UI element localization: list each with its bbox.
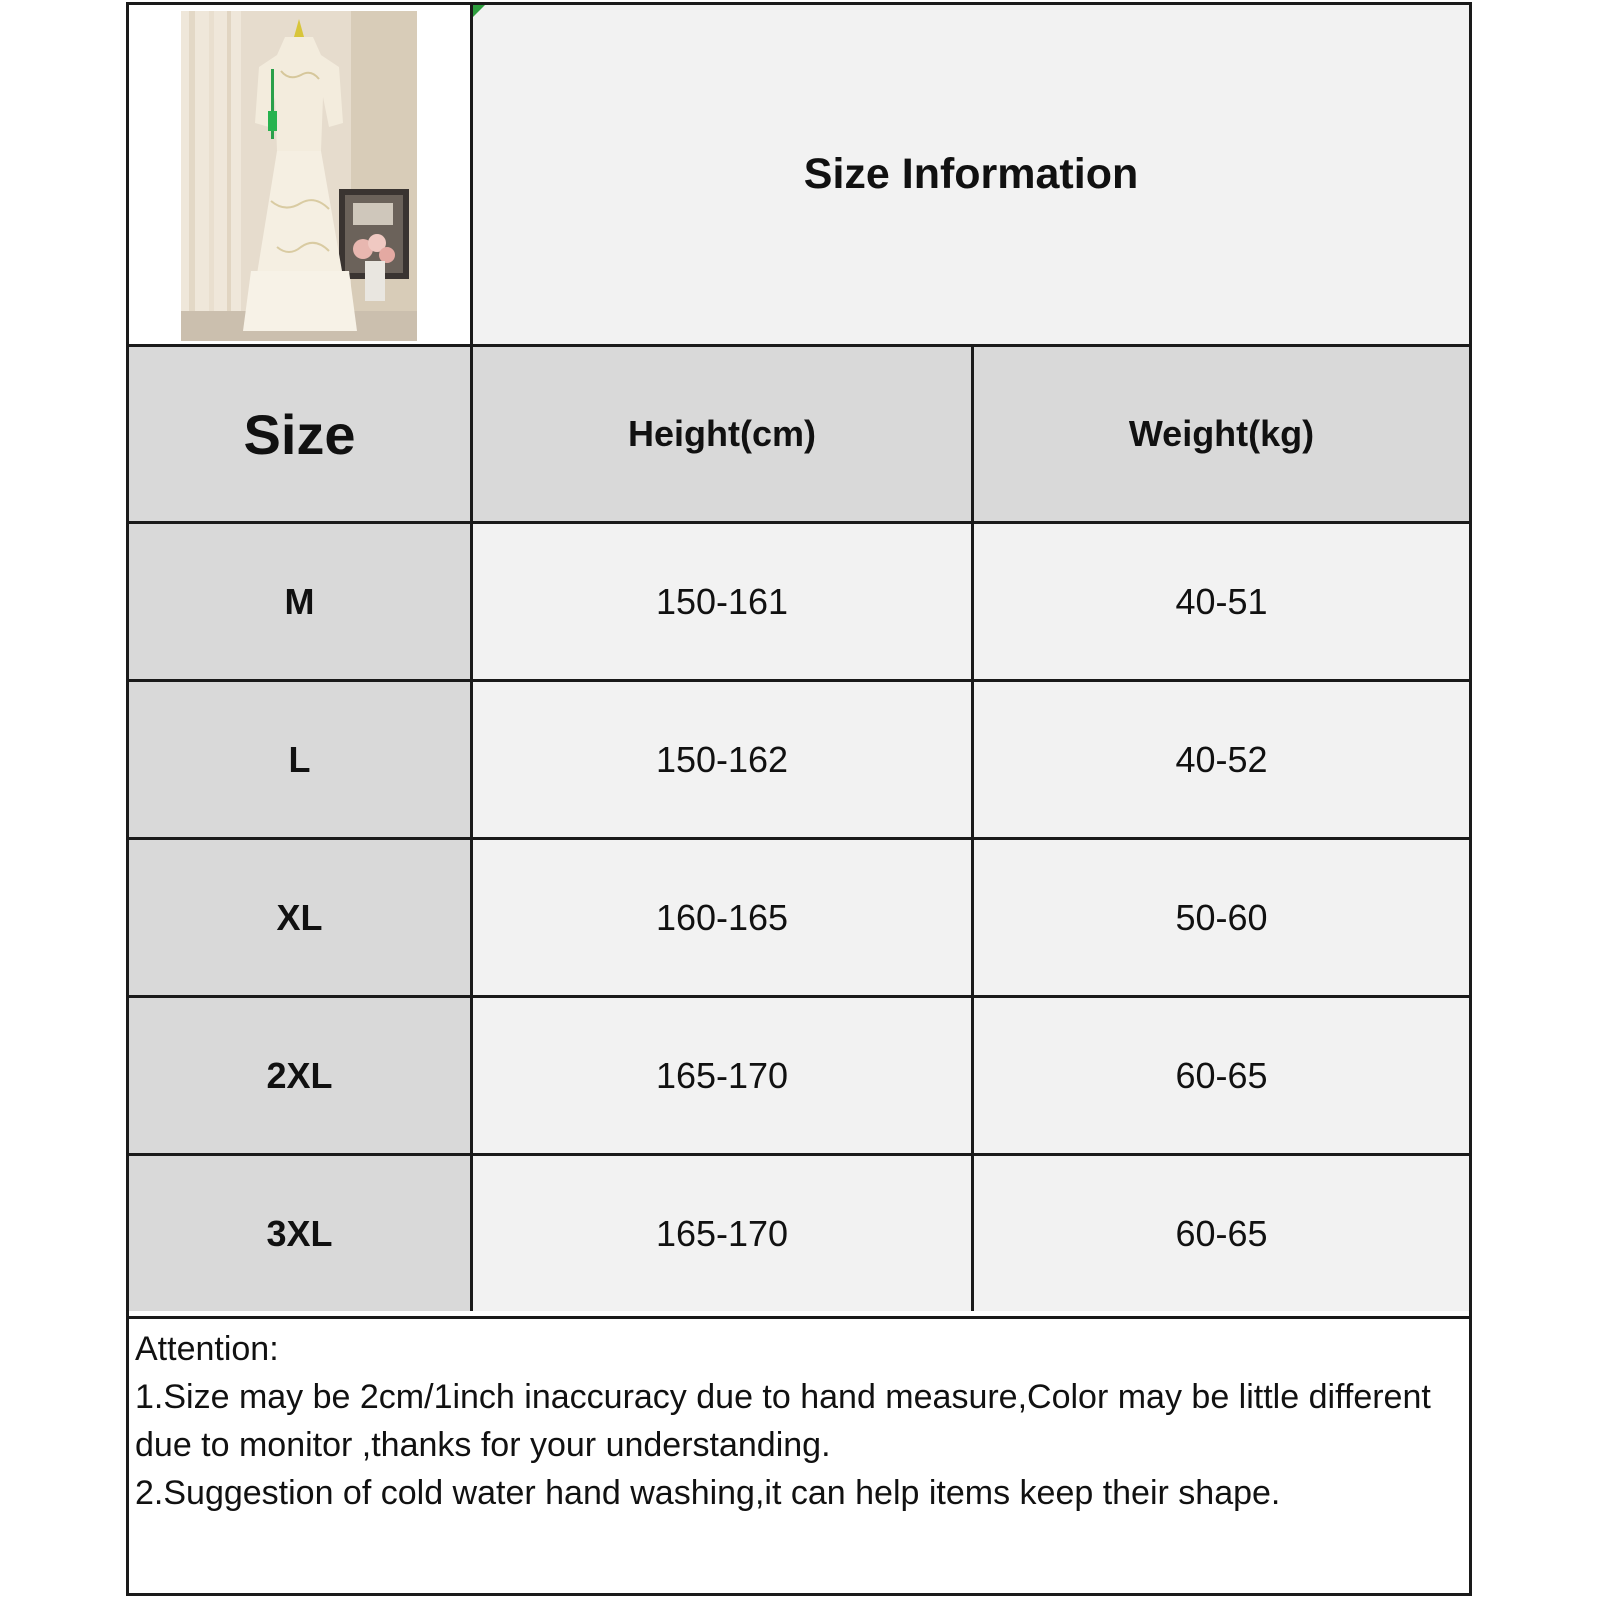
weight-cell: 60-65 [974,1156,1469,1311]
weight-cell: 60-65 [974,998,1469,1153]
height-cell: 150-162 [473,682,974,837]
weight-cell: 40-51 [974,524,1469,679]
notes-heading: Attention: [135,1330,279,1368]
weight-cell: 50-60 [974,840,1469,995]
size-table [129,344,1469,1311]
product-photo-cell [129,5,473,344]
attention-notes [129,1316,1469,1593]
table-row [129,521,1469,679]
size-chart [126,2,1472,1596]
weight-cell: 40-52 [974,682,1469,837]
header-size: Size [129,347,473,521]
size-cell: 2XL [129,998,473,1153]
table-row [129,837,1469,995]
title-cell [473,5,1469,344]
table-row [129,1153,1469,1311]
table-header-row [129,344,1469,521]
header-height: Height(cm) [473,347,974,521]
size-cell: XL [129,840,473,995]
height-cell: 150-161 [473,524,974,679]
notes-line-2: 2.Suggestion of cold water hand washing,it can help items keep their shape. [135,1474,1281,1512]
size-cell: 3XL [129,1156,473,1311]
dress-photo-icon [181,11,417,341]
header-weight: Weight(kg) [974,347,1469,521]
size-cell: M [129,524,473,679]
height-cell: 160-165 [473,840,974,995]
page-title: Size Information [803,150,1139,198]
cell-marker [473,5,485,17]
height-cell: 165-170 [473,998,974,1153]
notes-line-1: 1.Size may be 2cm/1inch inaccuracy due to hand measure,Color may be little different due to monitor ,thanks for your understanding. [135,1378,1431,1464]
table-row [129,995,1469,1153]
table-row [129,679,1469,837]
height-cell: 165-170 [473,1156,974,1311]
size-cell: L [129,682,473,837]
